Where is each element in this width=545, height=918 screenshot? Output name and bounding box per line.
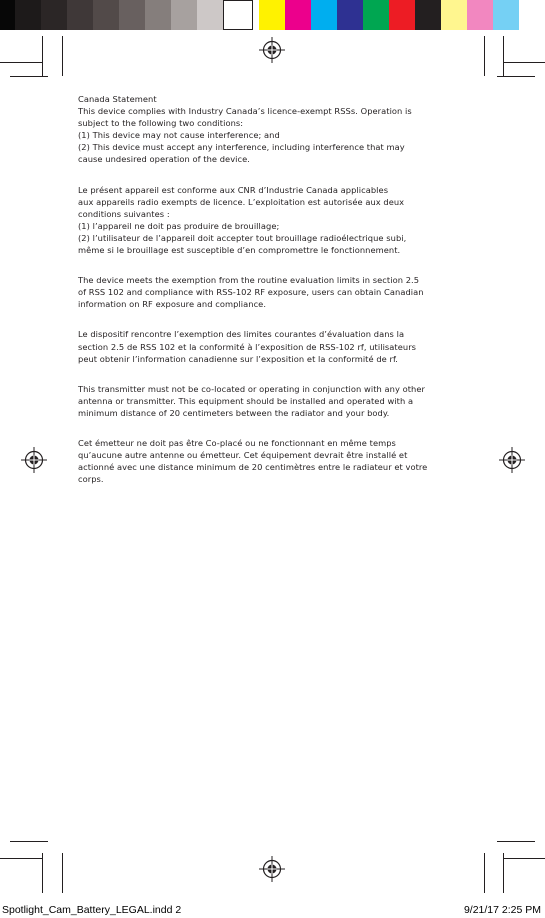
registration-mark-right-icon bbox=[499, 447, 525, 473]
color-swatch bbox=[197, 0, 223, 30]
color-swatch bbox=[119, 0, 145, 30]
color-swatch bbox=[15, 0, 41, 30]
crop-mark-top-left-h bbox=[0, 62, 42, 63]
paragraph-rf-exemption-french: Le dispositif rencontre l’exemption des limites courantes d’évaluation dans la section 2.5 de RSS 102 et la conformité à l’exposition de RSS-102 rf, utilisateurs peut obtenir l’information canadienne sur l’exposition et la conformité de rf. bbox=[78, 329, 417, 364]
color-swatch bbox=[441, 0, 467, 30]
color-swatch bbox=[311, 0, 337, 30]
paragraph-rf-exemption-english: The device meets the exemption from the routine evaluation limits in section 2.5 of RSS 102 and compliance with RSS-102 RF exposure, users can obtain Canadian information on RF exposure and compliance. bbox=[78, 275, 424, 310]
crop-mark-top-right-v bbox=[484, 36, 485, 76]
slug-datetime: 9/21/17 2:25 PM bbox=[463, 904, 541, 916]
color-swatch bbox=[0, 0, 15, 30]
crop-mark-top-right-h bbox=[504, 62, 545, 63]
paragraph-compliance-english: This device complies with Industry Canada’s licence-exempt RSSs. Operation is subject to the following two conditions: (1) This device may not cause interference; and (2) This device must accept any interference, including interference that may cause undesired operation of the device. bbox=[78, 106, 412, 165]
crop-mark-top-right-v2 bbox=[503, 36, 504, 76]
crop-mark-bottom-right-v bbox=[484, 853, 485, 893]
crop-mark-bottom-right-h2 bbox=[504, 858, 545, 859]
crop-mark-top-right-h2 bbox=[497, 76, 535, 77]
crop-mark-bottom-right-v2 bbox=[503, 853, 504, 893]
crop-mark-bottom-left-v bbox=[42, 853, 43, 893]
crop-mark-top-left-v bbox=[42, 36, 43, 76]
crop-mark-bottom-left-h bbox=[10, 841, 48, 842]
color-swatch bbox=[467, 0, 493, 30]
document-heading: Canada Statement bbox=[78, 94, 157, 104]
color-swatch bbox=[363, 0, 389, 30]
slug-filename: Spotlight_Cam_Battery_LEGAL.indd 2 bbox=[2, 904, 182, 916]
paragraph-colocation-english: This transmitter must not be co-located or operating in conjunction with any other antenna or transmitter. This equipment should be installed and operated with a minimum distance of 20 centimeters between the radiator and your body. bbox=[78, 383, 425, 418]
color-swatch bbox=[145, 0, 171, 30]
registration-mark-left-icon bbox=[21, 447, 47, 473]
color-swatch bbox=[41, 0, 67, 30]
crop-mark-bottom-left-v2 bbox=[62, 853, 63, 893]
registration-mark-top-icon bbox=[259, 37, 285, 63]
color-swatch bbox=[67, 0, 93, 30]
registration-mark-bottom-icon bbox=[259, 856, 285, 882]
color-swatch bbox=[415, 0, 441, 30]
crop-mark-bottom-right-h bbox=[497, 841, 535, 842]
color-calibration-bar bbox=[0, 0, 545, 30]
crop-mark-top-left-h2 bbox=[10, 76, 48, 77]
color-swatch bbox=[259, 0, 285, 30]
legal-document-body bbox=[78, 93, 473, 485]
color-swatch bbox=[337, 0, 363, 30]
color-swatch bbox=[493, 0, 519, 30]
color-swatch bbox=[389, 0, 415, 30]
color-swatch bbox=[223, 0, 253, 30]
color-swatch bbox=[171, 0, 197, 30]
color-swatch bbox=[285, 0, 311, 30]
crop-mark-top-left-v2 bbox=[62, 36, 63, 76]
paragraph-colocation-french: Cet émetteur ne doit pas être Co-placé ou ne fonctionnant en même temps qu’aucune autre antenne ou émetteur. Cet équipement devrait être installé et actionné avec une distance minimum de 20 centimètres entre le radiateur et votre corps. bbox=[78, 437, 428, 485]
crop-mark-bottom-left-h2 bbox=[0, 858, 42, 859]
paragraph-compliance-french: Le présent appareil est conforme aux CNR d’Industrie Canada applicables aux appareils radio exempts de licence. L’exploitation est autorisée aux deux conditions suivantes : (1) l’appareil ne doit pas produire de brouillage; (2) l’utilisateur de l’appareil doit accepter tout brouillage radioélectrique subi, même si le brouillage est susceptible d’en compromettre le fonctionnement. bbox=[78, 184, 407, 256]
color-swatch bbox=[93, 0, 119, 30]
